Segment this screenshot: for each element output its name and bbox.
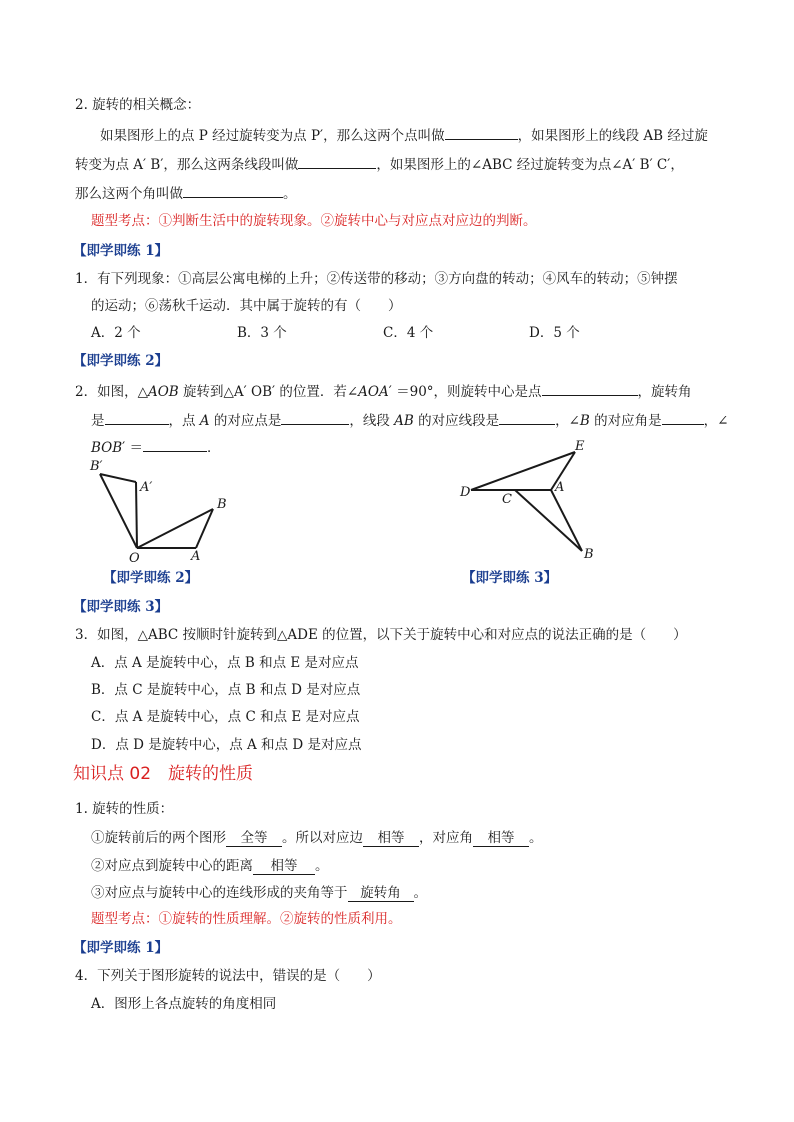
question-2-line-3: BOB′ ＝ ． [91,437,221,457]
option-d[interactable]: D．5 个 [529,325,580,341]
question-2-line-2: 是 ，点 A 的对应点是 ，线段 AB 的对应线段是 ，∠B 的对应角是 ，∠ [91,410,728,430]
question-3-option-c[interactable]: C．点 A 是旋转中心，点 C 和点 E 是对应点 [91,709,360,725]
fill-blank[interactable] [298,154,376,169]
segment-ab [196,509,213,548]
fill-blank[interactable] [105,410,169,425]
property-2: ②对应点到旋转中心的距离 相等 。 [91,858,329,874]
property-1: ①旋转前后的两个图形 全等 。所以对应边 相等 ，对应角 相等 。 [91,830,543,846]
topic-tip: 题型考点：①旋转的性质理解。②旋转的性质利用。 [91,911,402,927]
label-d: D [460,485,471,500]
answer-blank: 相等 [363,831,419,847]
option-a[interactable]: A．2 个 [91,325,141,341]
figure-rotation-aob [80,450,250,565]
question-4-option-a[interactable]: A．图形上各点旋转的角度相同 [91,996,277,1012]
figure-caption: 【即学即练 2】 [103,570,199,586]
segment-ab [551,490,582,551]
figure-rotation-abc [455,436,615,566]
fill-blank[interactable] [662,410,704,425]
concept-line-1: 如果图形上的点 P 经过旋转变为点 P′，那么这两个点叫做 ，如果图形上的线段 AB 经过旋 [100,125,708,145]
segment-cb [515,490,582,551]
label-e: E [575,439,585,454]
question-2-line-1: 2．如图，△AOB 旋转到△A′ OB′ 的位置．若∠AOA′ ＝90°，则旋转中心是点 ，旋转角 [75,381,692,401]
question-1-options [91,324,675,342]
fill-blank[interactable] [499,410,555,425]
option-c[interactable]: C．4 个 [383,325,434,341]
question-3-option-a[interactable]: A．点 A 是旋转中心，点 B 和点 E 是对应点 [91,655,359,671]
figure-caption: 【即学即练 3】 [462,570,558,586]
answer-blank: 全等 [226,831,282,847]
option-b[interactable]: B．3 个 [237,325,287,341]
question-3: 3．如图，△ABC 按顺时针旋转到△ADE 的位置，以下关于旋转中心和对应点的说法正确的是（ ） [75,627,687,643]
question-3-option-d[interactable]: D．点 D 是旋转中心，点 A 和点 D 是对应点 [91,737,362,753]
knowledge-point-title: 知识点 02 旋转的性质 [73,764,254,784]
label-c: C [502,492,512,507]
concept-line-3: 那么这两个角叫做 。 [75,183,297,203]
label-o: O [129,551,140,565]
answer-blank: 相等 [253,859,315,875]
question-1-line-2: 的运动；⑥荡秋千运动．其中属于旋转的有（ ） [91,298,402,314]
label-b-prime: B′ [90,459,103,474]
fill-blank[interactable] [183,183,283,198]
segment-ob [137,509,213,548]
segment-oa-prime [136,482,137,548]
label-a: A [191,549,201,564]
question-3-option-b[interactable]: B．点 C 是旋转中心，点 B 和点 D 是对应点 [91,682,361,698]
label-b: B [217,497,227,512]
fill-blank[interactable] [542,381,638,396]
property-3: ③对应点与旋转中心的连线形成的夹角等于 旋转角 。 [91,885,427,901]
answer-blank: 相等 [473,831,529,847]
practice-label: 【即学即练 1】 [73,243,169,259]
fill-blank[interactable] [445,125,518,140]
properties-heading: 1. 旋转的性质： [75,801,174,817]
practice-label: 【即学即练 3】 [73,599,169,615]
section-heading: 2. 旋转的相关概念： [75,97,201,113]
segment-a-prime-b-prime [100,474,136,482]
topic-tip: 题型考点：①判断生活中的旋转现象。②旋转中心与对应点对应边的判断。 [91,213,537,229]
question-4: 4．下列关于图形旋转的说法中，错误的是（ ） [75,968,381,984]
label-a-prime: A′ [140,480,153,495]
label-a: A [555,480,565,495]
segment-ob-prime [100,474,137,548]
answer-blank: 旋转角 [348,886,414,902]
fill-blank[interactable] [281,410,349,425]
label-b: B [584,547,594,562]
practice-label: 【即学即练 2】 [73,353,169,369]
practice-label: 【即学即练 1】 [73,940,169,956]
question-1-line-1: 1．有下列现象：①高层公寓电梯的上升；②传送带的移动；③方向盘的转动；④风车的转动；⑤钟摆 [75,271,678,287]
concept-line-2: 转变为点 A′ B′，那么这两条线段叫做 ，如果图形上的∠ABC 经过旋转变为点∠A′ B′ C′， [75,154,684,174]
